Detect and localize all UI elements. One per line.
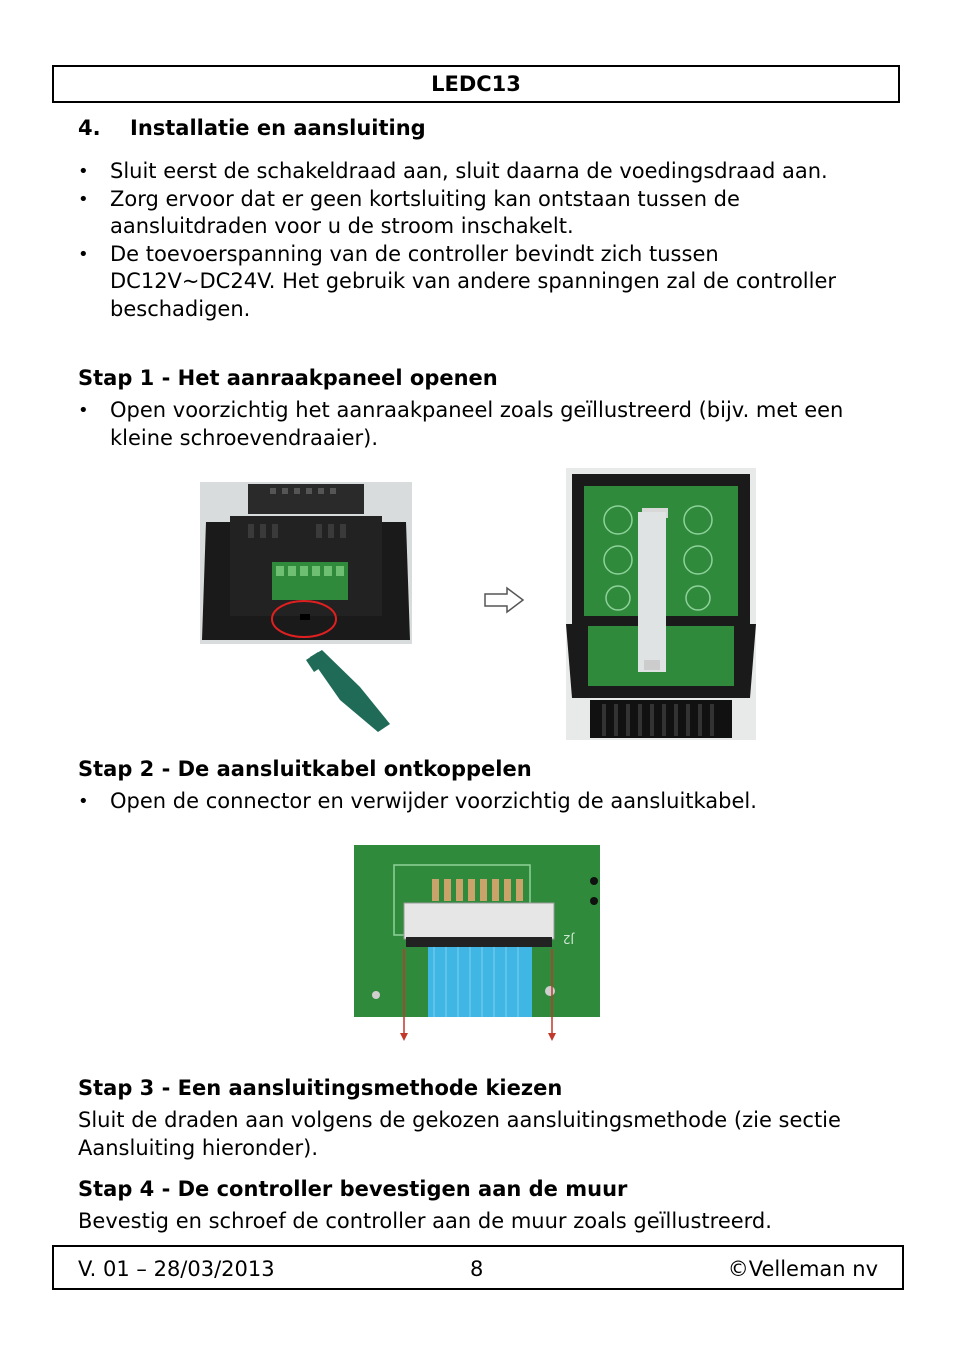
controller-back-image <box>200 482 412 732</box>
product-code: LEDC13 <box>431 72 521 96</box>
footer-copyright: ©Velleman nv <box>727 1257 878 1281</box>
footer-version: V. 01 – 28/03/2013 <box>78 1257 275 1281</box>
step4-text: Bevestig en schroef de controller aan de muur zoals geïllustreerd. <box>78 1209 772 1233</box>
section-title: Installatie en aansluiting <box>130 116 426 140</box>
list-item: • Open de connector en verwijder voorzichtig de aansluitkabel. <box>78 788 878 816</box>
list-item: • Zorg ervoor dat er geen kortsluiting kan ontstaan tussen de aansluitdraden voor u de stroom inschakelt. <box>78 186 878 241</box>
section-heading <box>78 116 426 140</box>
document-header <box>52 65 900 103</box>
step1-bullet-list <box>78 397 878 452</box>
document-footer <box>52 1245 904 1290</box>
intro-bullet-list <box>78 158 878 323</box>
step4-title: Stap 4 - De controller bevestigen aan de muur <box>78 1177 628 1201</box>
step2-bullet-list <box>78 788 878 816</box>
connector-closeup-image <box>354 845 602 1045</box>
pcb-label: J2 <box>562 932 574 946</box>
step2-title: Stap 2 - De aansluitkabel ontkoppelen <box>78 757 532 781</box>
step3-text: Sluit de draden aan volgens de gekozen aansluitingsmethode (zie sectie Aansluiting hieronder). <box>78 1108 841 1160</box>
arrow-right-icon <box>483 586 525 614</box>
list-item: • Open voorzichtig het aanraakpaneel zoals geïllustreerd (bijv. met een kleine schroevendraaier). <box>78 397 878 452</box>
step3-title: Stap 3 - Een aansluitingsmethode kiezen <box>78 1076 563 1100</box>
list-item: • Sluit eerst de schakeldraad aan, sluit daarna de voedingsdraad aan. <box>78 158 878 186</box>
list-item: • De toevoerspanning van de controller bevindt zich tussen DC12V~DC24V. Het gebruik van andere spanningen zal de controller beschadigen. <box>78 241 878 324</box>
section-number: 4. <box>78 116 101 140</box>
opened-panel-image <box>566 468 756 740</box>
step1-title: Stap 1 - Het aanraakpaneel openen <box>78 366 498 390</box>
footer-page-number: 8 <box>470 1257 484 1281</box>
